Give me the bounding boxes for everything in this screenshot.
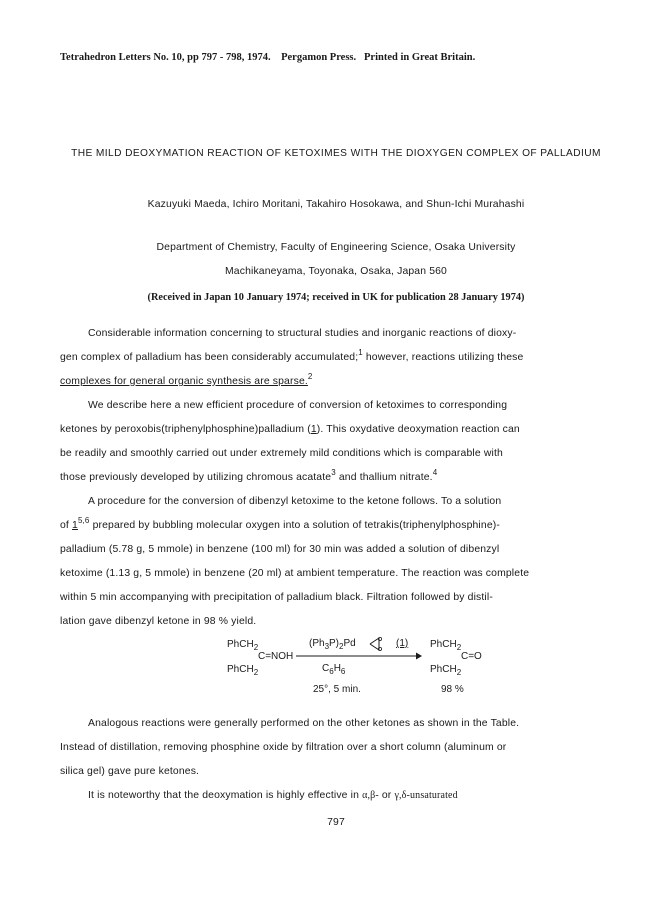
product-benzyl-bottom: PhCH$_2$ — [430, 664, 462, 677]
ref-4: 4 — [432, 468, 438, 477]
para3-line-6: lation gave dibenzyl ketone in 98 % yield. — [60, 616, 257, 627]
peroxo-ring-icon — [369, 636, 383, 652]
ref-5-6: 5,6 — [77, 516, 90, 525]
paper-title: THE MILD DEOXYMATION REACTION OF KETOXIMES WITH THE DIOXYGEN COMPLEX OF PALLADIUM — [71, 148, 601, 159]
solvent-benzene: $C_6H_6$ — [322, 663, 346, 676]
ref-3: 3 — [331, 468, 336, 477]
para1-line-1: Considerable information concerning to structural studies and inorganic reactions of dioxy- — [88, 328, 517, 339]
para3-line-1: A procedure for the conversion of dibenzyl ketoxime to the ketone follows. To a solution — [88, 496, 502, 507]
para5-line-1: It is noteworthy that the deoxymation is highly effective in α,β- or γ,δ-unsaturated — [88, 790, 458, 801]
reaction-arrow-icon — [296, 652, 422, 660]
para4-line-1: Analogous reactions were generally performed on the other ketones as shown in the Table. — [88, 718, 520, 729]
para2-line-4: those previously developed by utilizing chromous acatate$^3$ and thallium nitrate.$^4$ — [60, 468, 438, 483]
page-number: 797 — [327, 817, 345, 828]
para1-line-2: gen complex of palladium has been considerably accumulated;$^1$ however, reactions utilizing these — [60, 348, 524, 363]
reagent-label: (1) — [396, 638, 409, 649]
journal-citation: Tetrahedron Letters No. 10, pp 797 - 798, 1974. — [60, 52, 271, 63]
ref-1: 1 — [358, 348, 363, 357]
publisher: Pergamon Press. — [281, 52, 357, 63]
product-yield: 98 % — [441, 684, 464, 695]
para3-line-5: within 5 min accompanying with precipitation of palladium black. Filtration followed by distil- — [60, 592, 493, 603]
reagent-palladium-complex: $(Ph_3P)_2Pd$ — [309, 638, 356, 651]
reactant-oxime-group: C=NOH — [258, 651, 294, 662]
received-dates: (Received in Japan 10 January 1974; received in UK for publication 28 January 1974) — [147, 292, 525, 303]
affiliation-line-1: Department of Chemistry, Faculty of Engineering Science, Osaka University — [156, 242, 516, 253]
para2-line-1: We describe here a new efficient procedure of conversion of ketoximes to corresponding — [88, 400, 508, 411]
para2-line-2: ketones by peroxobis(triphenylphosphine)palladium (1). This oxydative deoxymation reaction can — [60, 424, 520, 435]
para3-line-4: ketoxime (1.13 g, 5 mmole) in benzene (20 ml) at ambient temperature. The reaction was complete — [60, 568, 530, 579]
reaction-conditions: 25°, 5 min. — [313, 684, 361, 695]
compound-1: 1 — [72, 520, 78, 531]
printed-in: Printed in Great Britain. — [364, 52, 476, 63]
para1-line-3: complexes for general organic synthesis are sparse.$^2$ — [60, 372, 313, 387]
para4-line-2: Instead of distillation, removing phosphine oxide by filtration over a short column (aluminum or — [60, 742, 507, 753]
reactant-benzyl-bottom: PhCH$_2$ — [227, 664, 259, 677]
para4-line-3: silica gel) gave pure ketones. — [60, 766, 200, 777]
compound-1: 1 — [310, 424, 317, 435]
affiliation-line-2: Machikaneyama, Toyonaka, Osaka, Japan 560 — [225, 266, 447, 277]
reactant-benzyl-top: PhCH$_2$ — [227, 639, 259, 652]
running-header — [60, 52, 475, 63]
para3-line-3: palladium (5.78 g, 5 mmole) in benzene (100 ml) for 30 min was added a solution of dibenzyl — [60, 544, 500, 555]
ref-2: 2 — [307, 372, 313, 381]
product-ketone-group: C=O — [461, 651, 482, 662]
product-benzyl-top: PhCH$_2$ — [430, 639, 462, 652]
authors: Kazuyuki Maeda, Ichiro Moritani, Takahiro Hosokawa, and Shun-Ichi Murahashi — [147, 199, 525, 210]
para3-line-2: of 1$^{5,6}$ prepared by bubbling molecular oxygen into a solution of tetrakis(triphenylphosphine)- — [60, 516, 500, 531]
para2-line-3: be readily and smoothly carried out under extremely mild conditions which is comparable with — [60, 448, 503, 459]
